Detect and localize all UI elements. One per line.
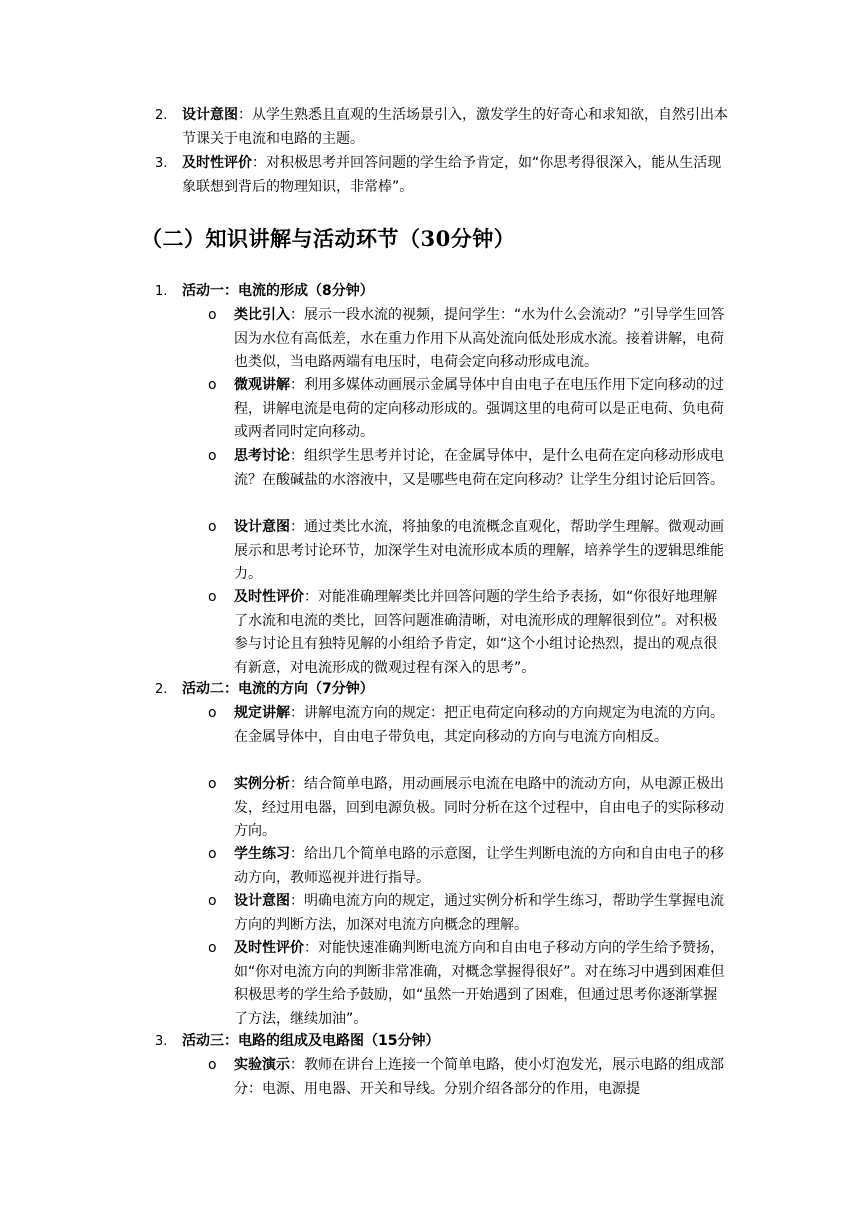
- item-text: ：组织学生思考并讨论，在金属导体中，是什么电荷在定向移动形成电流？在酸碱盐的水溶液中，又是哪些电荷在定向移动？让学生分组讨论后回答。: [234, 448, 724, 488]
- item-text: ：对能准确理解类比并回答问题的学生给予表扬，如“你很好地理解了水流和电流的类比，回答问题准确清晰，对电流形成的理解很到位”。对积极参与讨论且有独特见解的小组给予肯定，如“这个小组讨论热烈，提出的观点很有新意，对电流形成的微观过程有深入的思考”。: [234, 589, 718, 676]
- bullet-icon: o: [208, 846, 217, 862]
- item-text: ：展示一段水流的视频，提问学生：“水为什么会流动？”引导学生回答因为水位有高低差，水在重力作用下从高处流向低处形成水流。接着讲解，电荷也类似，当电路两端有电压时，电荷会定向移动形成电流。: [234, 307, 725, 370]
- sub-item-body: [234, 1054, 730, 1101]
- item-text: ：对能快速准确判断电流方向和自由电子移动方向的学生给予赞扬，如“你对电流方向的判断非常准确，对概念掌握得很好”。对在练习中遇到困难但积极思考的学生给予鼓励，如“虽然一开始遇到了困难，但通过思考你逐渐掌握了方法，继续加油”。: [234, 940, 725, 1027]
- sub-item-body: [234, 773, 730, 844]
- item-label: 实例分析: [234, 776, 290, 792]
- list-number: 2.: [155, 682, 168, 697]
- bullet-icon: o: [208, 377, 217, 393]
- item-text: ：利用多媒体动画展示金属导体中自由电子在电压作用下定向移动的过程，讲解电流是电荷的定向移动形成的。强调这里的电荷可以是正电荷、负电荷或两者同时定向移动。: [234, 377, 724, 440]
- list-number: 1.: [155, 284, 168, 299]
- bullet-icon: o: [208, 1057, 217, 1073]
- item-text: ：从学生熟悉且直观的生活场景引入，激发学生的好奇心和求知欲，自然引出本节课关于电流和电路的主题。: [182, 107, 728, 147]
- bullet-icon: o: [208, 519, 217, 535]
- item-label: 及时性评价: [234, 940, 304, 956]
- activity-title: 活动一：电流的形成（8分钟）: [182, 283, 374, 299]
- item-text: ：对积极思考并回答问题的学生给予肯定，如“你思考得很深入，能从生活现象联想到背后的物理知识，非常棒”。: [182, 155, 722, 195]
- item-label: 规定讲解: [234, 705, 290, 721]
- item-label: 实验演示: [234, 1057, 290, 1073]
- item-label: 设计意图: [234, 519, 290, 535]
- sub-item-body: [234, 843, 730, 890]
- item-label: 思考讨论: [234, 448, 290, 464]
- bullet-icon: o: [208, 893, 217, 909]
- bullet-icon: o: [208, 940, 217, 956]
- item-text: ：教师在讲台上连接一个简单电路，使小灯泡发光，展示电路的组成部分：电源、用电器、开关和导线。分别介绍各部分的作用，电源提: [234, 1057, 724, 1097]
- bullet-icon: o: [208, 448, 217, 464]
- item-label: 设计意图: [182, 107, 238, 123]
- activity-title: 活动三：电路的组成及电路图（15分钟）: [182, 1033, 440, 1049]
- sub-item-body: [234, 516, 730, 587]
- intro-item-body: [182, 152, 730, 199]
- bullet-icon: o: [208, 776, 217, 792]
- item-text: ：结合简单电路，用动画展示电流在电路中的流动方向，从电源正极出发，经过用电器，回到电源负极。同时分析在这个过程中，自由电子的实际移动方向。: [234, 776, 724, 839]
- sub-item-body: [234, 445, 730, 492]
- item-label: 设计意图: [234, 893, 290, 909]
- bullet-icon: o: [208, 705, 217, 721]
- bullet-icon: o: [208, 589, 217, 605]
- item-label: 微观讲解: [234, 377, 290, 393]
- section-heading: （二）知识讲解与活动环节（30分钟）: [141, 226, 516, 251]
- item-text: ：讲解电流方向的规定：把正电荷定向移动的方向规定为电流的方向。在金属导体中，自由电子带负电，其定向移动的方向与电流方向相反。: [234, 705, 724, 745]
- item-label: 及时性评价: [234, 589, 304, 605]
- sub-item-body: [234, 702, 730, 749]
- item-label: 类比引入: [234, 307, 290, 323]
- item-text: ：给出几个简单电路的示意图，让学生判断电流的方向和自由电子的移动方向，教师巡视并进行指导。: [234, 846, 724, 886]
- list-number: 2.: [155, 108, 168, 123]
- activity-title: 活动二：电流的方向（7分钟）: [182, 681, 374, 697]
- sub-item-body: [234, 586, 730, 680]
- list-number: 3.: [155, 156, 168, 171]
- sub-item-body: [234, 890, 730, 937]
- bullet-icon: o: [208, 307, 217, 323]
- sub-item-body: [234, 937, 730, 1031]
- item-label: 学生练习: [234, 846, 290, 862]
- item-text: ：明确电流方向的规定，通过实例分析和学生练习，帮助学生掌握电流方向的判断方法，加深对电流方向概念的理解。: [234, 893, 724, 933]
- sub-item-body: [234, 374, 730, 445]
- item-label: 及时性评价: [182, 155, 252, 171]
- sub-item-body: [234, 304, 730, 375]
- list-number: 3.: [155, 1034, 168, 1049]
- item-text: ：通过类比水流，将抽象的电流概念直观化，帮助学生理解。微观动画展示和思考讨论环节，加深学生对电流形成本质的理解，培养学生的逻辑思维能力。: [234, 519, 724, 582]
- intro-item-body: [182, 104, 730, 151]
